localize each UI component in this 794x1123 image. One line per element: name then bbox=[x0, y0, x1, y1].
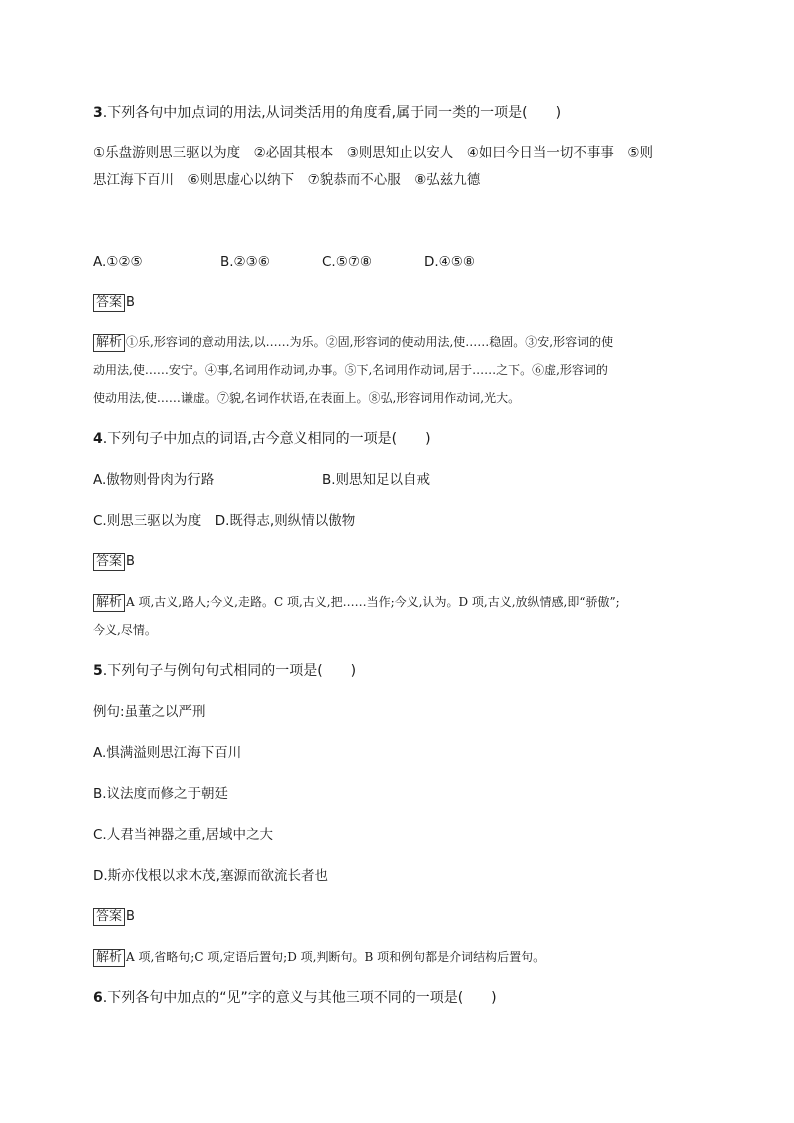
question-5-option-a: A.惧满溢则思江海下百川 bbox=[93, 745, 242, 761]
answer-value: B bbox=[126, 909, 135, 924]
question-3-stem bbox=[93, 104, 561, 122]
question-5-text: .下列句子与例句句式相同的一项是( bbox=[102, 663, 323, 679]
question-4-text: .下列句子中加点的词语,古今意义相同的一项是( bbox=[102, 431, 398, 447]
question-3-option-c: C.⑤⑦⑧ bbox=[322, 254, 373, 270]
question-4-options-cd: C.则思三驱以为度 D.既得志,则纵情以傲物 bbox=[93, 513, 356, 529]
question-3-analysis-line-3: 使动用法,使……谦虚。⑦貌,名词作状语,在表面上。⑧弘,形容词用作动词,光大。 bbox=[93, 391, 521, 405]
question-5-example: 例句:虽董之以严刑 bbox=[93, 704, 206, 720]
question-5-stem bbox=[93, 662, 356, 680]
analysis-text: A 项,省略句;C 项,定语后置句;D 项,判断句。B 项和例句都是介词结构后置句。 bbox=[126, 950, 546, 964]
answer-tag: 答案 bbox=[93, 908, 125, 926]
question-4-number: 4 bbox=[93, 431, 103, 447]
question-3-analysis-line-2: 动用法,使……安宁。④事,名词用作动词,办事。⑤下,名词用作动词,居于……之下。⑥虚,形容词的 bbox=[93, 363, 608, 377]
question-5-option-c: C.人君当神器之重,居域中之大 bbox=[93, 827, 274, 843]
analysis-text: ①乐,形容词的意动用法,以……为乐。②固,形容词的使动用法,使……稳固。③安,形容词的使 bbox=[126, 335, 614, 349]
question-3-passage-line-2: 思江海下百川 ⑥则思虚心以纳下 ⑦貌恭而不心服 ⑧弘兹九德 bbox=[93, 172, 481, 188]
question-4-paren-close: ) bbox=[425, 431, 431, 447]
question-3-text: .下列各句中加点词的用法,从词类活用的角度看,属于同一类的一项是( bbox=[102, 105, 528, 121]
question-4-option-b: B.则思知足以自戒 bbox=[322, 472, 431, 488]
question-5-number: 5 bbox=[93, 663, 103, 679]
question-3-number: 3 bbox=[93, 105, 103, 121]
question-3-option-b: B.②③⑥ bbox=[220, 254, 270, 270]
answer-tag: 答案 bbox=[93, 294, 125, 312]
question-5-option-d: D.斯亦伐根以求木茂,塞源而欲流长者也 bbox=[93, 868, 328, 884]
question-3-option-d: D.④⑤⑧ bbox=[424, 254, 475, 270]
question-6-stem bbox=[93, 989, 497, 1007]
question-3-option-a: A.①②⑤ bbox=[93, 254, 143, 270]
question-3-analysis-line-1 bbox=[93, 333, 613, 352]
question-6-text: .下列各句中加点的“见”字的意义与其他三项不同的一项是( bbox=[102, 990, 464, 1006]
question-5-answer bbox=[93, 907, 135, 926]
question-5-analysis-line-1 bbox=[93, 948, 545, 967]
answer-value: B bbox=[126, 554, 135, 569]
question-4-stem bbox=[93, 430, 431, 448]
question-6-number: 6 bbox=[93, 990, 103, 1006]
question-5-paren-close: ) bbox=[350, 663, 357, 679]
question-3-paren-close: ) bbox=[555, 105, 562, 121]
question-4-option-a: A.傲物则骨肉为行路 bbox=[93, 472, 215, 488]
question-3-passage-line-1: ①乐盘游则思三驱以为度 ②必固其根本 ③则思知止以安人 ④如曰今日当一切不事事 ⑤则 bbox=[93, 145, 654, 161]
answer-tag: 答案 bbox=[93, 553, 125, 571]
analysis-tag: 解析 bbox=[93, 594, 125, 612]
answer-value: B bbox=[126, 295, 135, 310]
question-4-analysis-line-2: 今义,尽情。 bbox=[93, 623, 157, 637]
analysis-tag: 解析 bbox=[93, 334, 125, 352]
question-6-paren-close: ) bbox=[491, 990, 497, 1006]
question-4-answer bbox=[93, 552, 135, 571]
analysis-tag: 解析 bbox=[93, 949, 125, 967]
question-5-option-b: B.议法度而修之于朝廷 bbox=[93, 786, 229, 802]
analysis-text: A 项,古义,路人;今义,走路。C 项,古义,把……当作;今义,认为。D 项,古义,放纵情感,即“骄傲”; bbox=[126, 595, 620, 609]
question-4-analysis-line-1 bbox=[93, 593, 620, 612]
question-3-answer bbox=[93, 293, 135, 312]
